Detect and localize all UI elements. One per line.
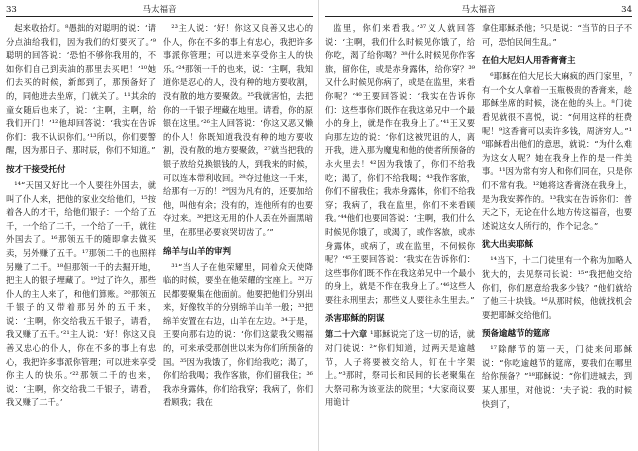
body-paragraph: ¹⁴“天国又好比一个人要往外国去，就叫了仆人来，把他的家业交给他们，¹⁵按着各人的才干，给他们银子：一个给了五千，一个给了二千，一个给了一千，就往外国去了。¹⁶那领五千的随即拿去做买卖，另外赚了五千。¹⁷那领二千的也照样另赚了二千。¹⁸但那领一千的去掘开地，把主人的银子埋藏了。¹⁹过了许久，那些仆人的主人来了，和他们算账。²⁰那领五千银子的又带着那另外的五千来，说：‘主啊，你交给我五千银子，请看，我又赚了五千。’²¹主人说：‘好！你这又良善又忠心的仆人，你在不多的事上有忠心，我把许多事派你管理；可以进来享受你主人的快乐。’²²那领二千的也来，说：‘主啊，你交给我二千银子，请看，我又赚了二千。’ (6, 179, 156, 408)
right-page-header (325, 4, 632, 17)
body-paragraph: 监里，你们来看我。’³⁷义人就回答说：‘主啊，我们什么时候见你饿了，给你吃，渴了给你喝？³⁸什么时候见你作客旅，留你住，或是赤身露体，给你穿？³⁹又什么时候见你病了，或是在监里，来看你呢？’⁴⁰王要回答说：‘我实在告诉你们：这些事你们既作在我这弟兄中一个最小的身上，就是作在我身上了。’⁴¹王又要向那左边的说：‘你们这被咒诅的人，离开我，进入那为魔鬼和他的使者所预备的永火里去！⁴²因为我饿了，你们不给我吃；渴了，你们不给我喝；⁴³我作客旅，你们不留我住；我赤身露体，你们不给我穿；我病了，我在监里，你们不来看顾我。’⁴⁴他们也要回答说：‘主啊，我们什么时候见你饿了，或渴了，或作客旅，或赤身露体，或病了，或在监里，不伺候你呢？’⁴⁵王要回答说：‘我实在告诉你们：这些事你们既不作在我这弟兄中一个最小的身上，就是不作在我身上了。’⁴⁶这些人要往永刑里去；那些义人要往永生里去。” (325, 23, 475, 305)
right-running-title: 马太福音 (461, 5, 496, 15)
chapter-label: 第二十六章 (325, 329, 368, 340)
body-paragraph: ³¹“当人子在他荣耀里，同着众天使降临的时候，要坐在他荣耀的宝座上。³²万民都要聚集在他面前。他要把他们分别出来，好像牧羊的分别绵羊山羊一般；³³把绵羊安置在右边，山羊在左边。³⁴于是，王要向那右边的说：‘你们这蒙我父赐福的，可来承受那创世以来为你们所预备的国。³⁵因为我饿了，你们给我吃；渴了，你们给我喝；我作客旅，你们留我住；³⁶我赤身露体，你们给我穿；我病了，你们看顾我；我在 (163, 261, 313, 408)
right-page-number: 34 (621, 5, 632, 15)
section-heading: 按才干接受托付 (6, 164, 66, 175)
left-page-header (6, 4, 313, 17)
right-page-column-1 (325, 22, 475, 447)
body-paragraph: 起来收拾灯。⁸愚拙的对聪明的说：‘请分点油给我们，因为我们的灯要灭了。’⁹聪明的回答说：‘恐怕不够你我用的，不如你们自己到卖油的那里去买吧！’¹⁰她们去买的时候，新郎到了，那预备好了的，同他进去坐席，门就关了。¹¹其余的童女随后也来了，说：‘主啊，主啊，给我们开门！’¹²他却回答说：‘我实在告诉你们：我不认识你们。’¹³所以，你们要警醒，因为那日子、那时辰，你们不知道。” (6, 23, 156, 156)
right-page (319, 0, 638, 451)
section-heading: 绵羊与山羊的审判 (163, 246, 232, 257)
section-heading: 预备逾越节的筵席 (482, 329, 551, 340)
section-heading: 犹大出卖耶稣 (482, 240, 534, 251)
body-paragraph: ¹⁷除酵节的第一天，门徒来问耶稣说：“你吃逾越节的筵席，要我们在哪里给你预备？”¹⁸耶稣说：“你们进城去，到某人那里，对他说：‘夫子说：我的时候快到了， (482, 344, 632, 409)
section-heading: 在伯大尼妇人用香膏膏主 (482, 56, 576, 67)
left-page-column-1 (6, 22, 156, 447)
body-paragraph: 拿住耶稣杀他；⁵只是说：“当节的日子不可，恐怕民间生乱。” (482, 23, 632, 47)
body-paragraph: ⁶耶稣在伯大尼长大麻疯的西门家里，⁷有一个女人拿着一玉瓶极贵的香膏来，趁耶稣坐席的时候，浇在他的头上。⁸门徒看见就很不喜悦，说：“何用这样的枉费呢！⁹这香膏可以卖许多钱，周济穷人。”¹⁰耶稣看出他们的意思，就说：“为什么难为这女人呢？她在我身上作的是一件美事。¹¹因为常有穷人和你们同在，只是你们不常有我。¹²她将这香膏浇在我身上，是为我安葬作的。¹³我实在告诉你们：普天之下，无论在什么地方传这福音，也要述说这女人所行的，作个记念。” (482, 71, 632, 231)
body-paragraph: ²³主人说：‘好！你这又良善又忠心的仆人，你在不多的事上有忠心，我把许多事派你管理；可以进来享受你主人的快乐。’²⁴那领一千的也来，说：‘主啊，我知道你是忍心的人，没有种的地方要收割，没有散的地方要聚敛。²⁵我就害怕，去把你的一千银子埋藏在地里。请看，你的原银在这里。’²⁶主人回答说：‘你这又恶又懒的仆人！你既知道我没有种的地方要收割，没有散的地方要聚敛，²⁷就当把我的银子放给兑换银钱的人，到我来的时候，可以连本带利收回。²⁸夺过他这一千来，给那有一万的！²⁹因为凡有的，还要加给他，叫他有余；没有的，连他所有的也要夺过来。³⁰把这无用的仆人丢在外面黑暗里，在那里必要哀哭切齿了。’” (163, 23, 313, 237)
left-page-number: 33 (6, 5, 17, 15)
left-running-title: 马太福音 (142, 5, 177, 15)
body-paragraph: ¹⁴当下，十二门徒里有一个称为加略人犹大的，去见祭司长说：¹⁵“我把他交给你们，你们愿意给我多少钱？”他们就给了他三十块钱。¹⁶从那时候，他就找机会要把耶稣交给他们。 (482, 255, 632, 320)
chapter-paragraph (325, 328, 475, 410)
section-heading: 杀害耶稣的阴谋 (325, 314, 385, 325)
chapter-text: ¹耶稣说完了这一切的话，就对门徒说：²“你们知道，过两天是逾越节，人子将要被交给人，钉在十字架上。”³那时，祭司长和民间的长老聚集在大祭司称为该亚法的院里；⁴大家商议要用诡计 (325, 329, 475, 408)
right-page-column-2 (482, 22, 632, 447)
left-page-column-2 (163, 22, 313, 447)
